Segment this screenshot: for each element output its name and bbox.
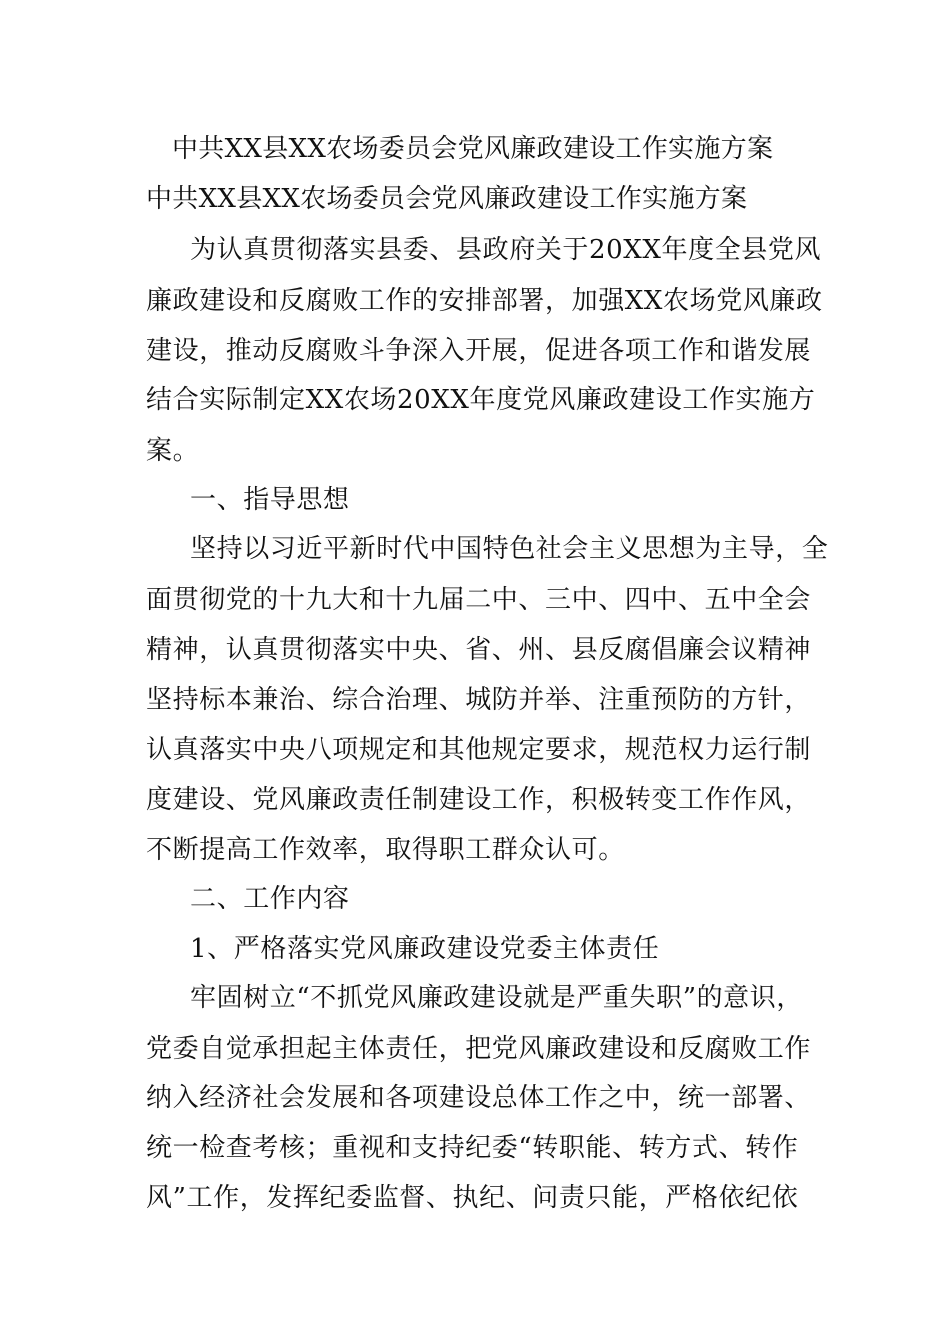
paragraph-line-5: 案。 <box>146 436 200 466</box>
paragraph-line-4: 结合实际制定XX农场20XX年度党风廉政建设工作实施方 <box>146 385 816 415</box>
subsection-heading-1: 1、严格落实党风廉政建设党委主体责任 <box>190 934 660 964</box>
section-heading-1: 一、指导思想 <box>190 485 350 515</box>
paragraph-line-17: 风”工作，发挥纪委监督、执纪、问责只能，严格依纪依 <box>146 1183 799 1213</box>
document-title: 中共XX县XX农场委员会党风廉政建设工作实施方案 <box>172 134 774 164</box>
paragraph-line-15: 纳入经济社会发展和各项建设总体工作之中，统一部署、 <box>146 1083 812 1113</box>
paragraph-line-3: 建设，推动反腐败斗争深入开展，促进各项工作和谐发展 <box>146 336 812 366</box>
paragraph-line-9: 坚持标本兼治、综合治理、城防并举、注重预防的方针， <box>146 685 812 715</box>
paragraph-line-10: 认真落实中央八项规定和其他规定要求，规范权力运行制 <box>146 735 812 765</box>
section-heading-2: 二、工作内容 <box>190 884 350 914</box>
paragraph-line-16: 统一检查考核；重视和支持纪委“转职能、转方式、转作 <box>146 1133 799 1163</box>
paragraph-line-11: 度建设、党风廉政责任制建设工作，积极转变工作作风， <box>146 785 812 815</box>
paragraph-line-14: 党委自觉承担起主体责任，把党风廉政建设和反腐败工作 <box>146 1034 812 1064</box>
paragraph-line-6: 坚持以习近平新时代中国特色社会主义思想为主导，全 <box>190 534 829 564</box>
paragraph-line-7: 面贯彻党的十九大和十九届二中、三中、四中、五中全会 <box>146 585 812 615</box>
paragraph-line-2: 廉政建设和反腐败工作的安排部署，加强XX农场党风廉政 <box>146 286 823 316</box>
paragraph-line-1: 为认真贯彻落实县委、县政府关于20XX年度全县党风 <box>190 235 822 265</box>
document-title-repeat: 中共XX县XX农场委员会党风廉政建设工作实施方案 <box>146 184 748 214</box>
paragraph-line-12: 不断提高工作效率，取得职工群众认可。 <box>146 835 625 865</box>
paragraph-line-8: 精神，认真贯彻落实中央、省、州、县反腐倡廉会议精神 <box>146 635 812 665</box>
paragraph-line-13: 牢固树立“不抓党风廉政建设就是严重失职”的意识， <box>190 983 803 1013</box>
